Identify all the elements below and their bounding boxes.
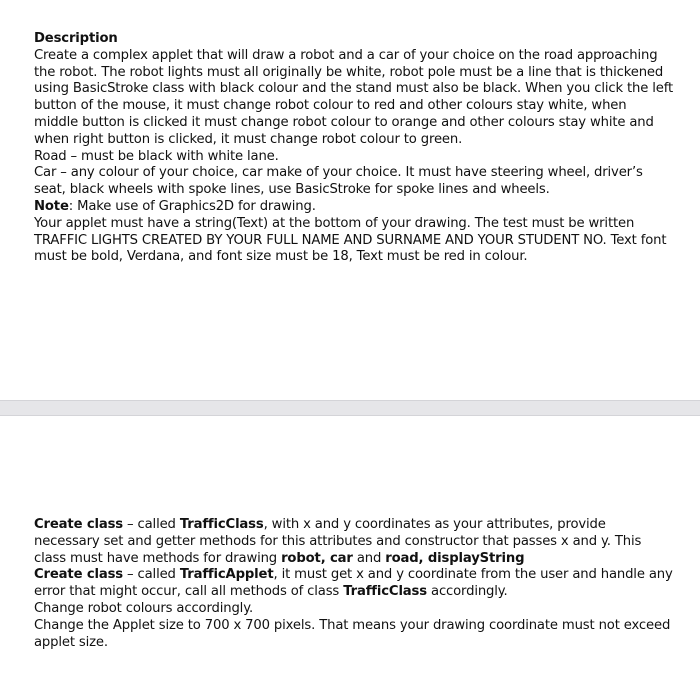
note-line bbox=[34, 199, 674, 216]
section-divider bbox=[0, 400, 700, 416]
traffic-class-name: TrafficClass bbox=[343, 584, 427, 600]
class-requirements-section bbox=[34, 517, 674, 651]
road-requirement: Road – must be black with white lane. bbox=[34, 148, 279, 164]
traffic-applet-requirement: Create class – called TrafficApplet, it must get x and y coordinate from the user and handle any error that might occur, call all methods of class TrafficClass accordingly. bbox=[34, 567, 673, 600]
note-text: : Make use of Graphics2D for drawing. bbox=[68, 198, 316, 214]
create-class-label: Create class bbox=[34, 567, 123, 583]
traffic-class-name: TrafficClass bbox=[179, 517, 264, 532]
description-section bbox=[34, 31, 674, 266]
road-display-methods: road, displayString bbox=[385, 550, 525, 566]
note-label: Note bbox=[34, 198, 69, 214]
robot-car-methods: robot, car bbox=[281, 550, 353, 566]
string-requirement: Your applet must have a string(Text) at the bottom of your drawing. The test must be written TRAFFIC LIGHTS CREATED BY YOUR FULL NAME AND SURNAME AND YOUR STUDENT NO. Text font must be bold, Verdana, and font size must be 18, Text must be red in colour. bbox=[34, 215, 667, 265]
applet-size-requirement: Change the Applet size to 700 x 700 pixels. That means your drawing coordinate must not exceed applet size. bbox=[34, 617, 671, 650]
create-class-label: Create class bbox=[34, 517, 123, 532]
car-requirement: Car – any colour of your choice, car make of your choice. It must have steering wheel, driver’s seat, black wheels with spoke lines, use BasicStroke for spoke lines and wheels. bbox=[34, 165, 643, 198]
traffic-class-requirement: Create class – called TrafficClass, with x and y coordinates as your attributes, provide necessary set and getter methods for this attributes and constructor that passes x and y. This class must have methods for drawing robot, car and road, displayString bbox=[34, 517, 642, 566]
change-colours-line: Change robot colours accordingly. bbox=[34, 600, 254, 616]
applet-requirements-paragraph: Create a complex applet that will draw a robot and a car of your choice on the road approaching the robot. The robot lights must all originally be white, robot pole must be a line that is thickened using BasicStroke class with black colour and the stand must also be black. When you click the left button of the mouse, it must change robot colour to red and other colours stay white, when middle button is clicked it must change robot colour to orange and other colours stay white and when right button is clicked, it must change robot colour to green. bbox=[34, 47, 673, 147]
description-heading: Description bbox=[34, 31, 118, 46]
traffic-applet-name: TrafficApplet bbox=[179, 567, 274, 583]
